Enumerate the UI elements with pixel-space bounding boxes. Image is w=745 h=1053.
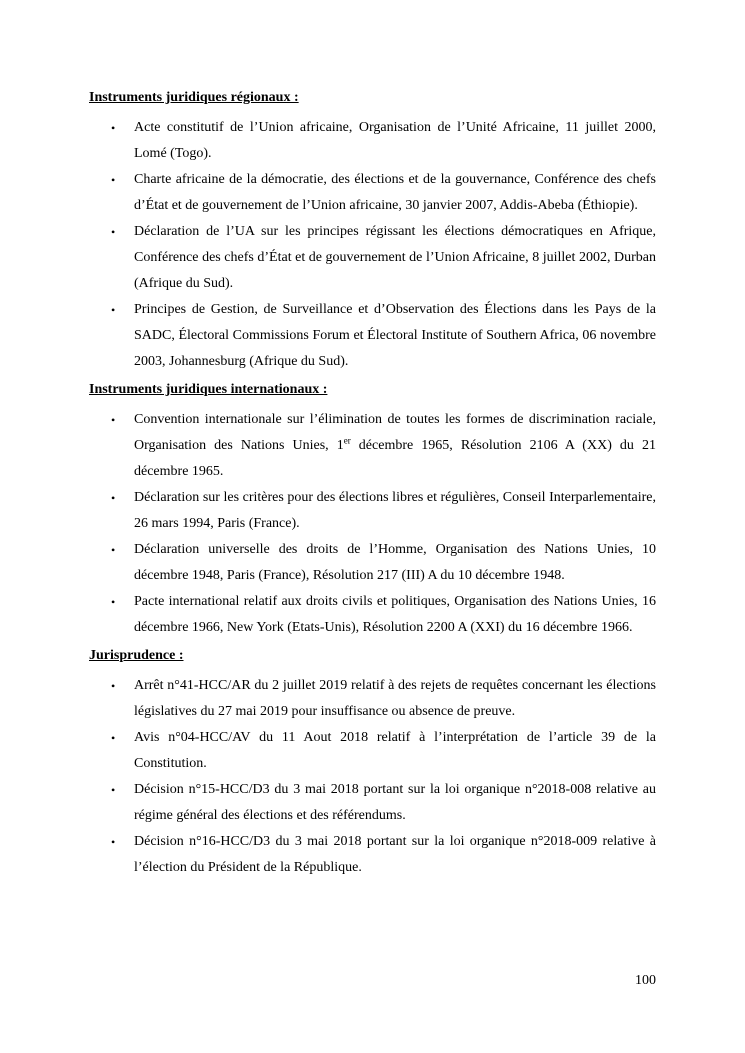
superscript: er xyxy=(343,435,351,446)
bullet-list xyxy=(89,673,656,881)
bullet-icon: • xyxy=(111,173,116,187)
list-item-text: Charte africaine de la démocratie, des élections et de la gouvernance, Conférence des chefs d’État et de gouvernement de l’Union africaine, 30 janvier 2007, Addis-Abeba (Éthiopie). xyxy=(134,172,656,213)
list-item-text-continued: décembre 1965, Résolution 2106 A (XX) du 21 décembre 1965. xyxy=(134,438,656,479)
list-item xyxy=(89,407,656,485)
list-item xyxy=(89,167,656,219)
bullet-icon: • xyxy=(111,303,116,317)
list-item-text: Déclaration de l’UA sur les principes régissant les élections démocratiques en Afrique, Conférence des chefs d’État et de gouvernement de l’Union Africaine, 8 juillet 2002, Durban (Afrique du Sud). xyxy=(134,224,656,291)
list-item-text: Déclaration sur les critères pour des élections libres et régulières, Conseil Interparlementaire, 26 mars 1994, Paris (France). xyxy=(134,490,656,531)
bullet-list xyxy=(89,407,656,641)
list-item xyxy=(89,777,656,829)
bullet-icon: • xyxy=(111,413,116,427)
list-item-text: Décision n°16-HCC/D3 du 3 mai 2018 portant sur la loi organique n°2018-009 relative à l’élection du Président de la République. xyxy=(134,834,656,875)
list-item xyxy=(89,219,656,297)
section-heading: Instruments juridiques internationaux : xyxy=(89,382,328,397)
bullet-icon: • xyxy=(111,595,116,609)
list-item-text: Acte constitutif de l’Union africaine, Organisation de l’Unité Africaine, 11 juillet 2000, Lomé (Togo). xyxy=(134,120,656,161)
document-page xyxy=(89,87,656,885)
list-item-text: Convention internationale sur l’élimination de toutes les formes de discrimination raciale, Organisation des Nations Unies, 1 xyxy=(134,412,656,453)
list-item xyxy=(89,829,656,881)
bullet-icon: • xyxy=(111,783,116,797)
bullet-icon: • xyxy=(111,731,116,745)
section-heading: Instruments juridiques régionaux : xyxy=(89,90,299,105)
list-item-text: Principes de Gestion, de Surveillance et d’Observation des Élections dans les Pays de la SADC, Électoral Commissions Forum et Électoral Institute of Southern Africa, 06 novembre 2003, Johannesburg (Afrique du Sud). xyxy=(134,302,656,369)
bullet-icon: • xyxy=(111,835,116,849)
section-regional-instruments xyxy=(89,87,656,375)
section-heading: Jurisprudence : xyxy=(89,648,184,663)
list-item-text: Déclaration universelle des droits de l’Homme, Organisation des Nations Unies, 10 décembre 1948, Paris (France), Résolution 217 (III) A du 10 décembre 1948. xyxy=(134,542,656,583)
bullet-list xyxy=(89,115,656,375)
list-item-text: Avis n°04-HCC/AV du 11 Aout 2018 relatif à l’interprétation de l’article 39 de la Constitution. xyxy=(134,730,656,771)
list-item xyxy=(89,297,656,375)
bullet-icon: • xyxy=(111,225,116,239)
list-item xyxy=(89,725,656,777)
list-item xyxy=(89,537,656,589)
bullet-icon: • xyxy=(111,543,116,557)
section-international-instruments xyxy=(89,379,656,641)
list-item xyxy=(89,673,656,725)
list-item xyxy=(89,589,656,641)
page-number: 100 xyxy=(635,973,656,988)
list-item xyxy=(89,115,656,167)
list-item-text: Arrêt n°41-HCC/AR du 2 juillet 2019 relatif à des rejets de requêtes concernant les élections législatives du 27 mai 2019 pour insuffisance ou absence de preuve. xyxy=(134,678,656,719)
section-jurisprudence xyxy=(89,645,656,881)
bullet-icon: • xyxy=(111,679,116,693)
bullet-icon: • xyxy=(111,491,116,505)
list-item-text: Pacte international relatif aux droits civils et politiques, Organisation des Nations Unies, 16 décembre 1966, New York (Etats-Unis), Résolution 2200 A (XXI) du 16 décembre 1966. xyxy=(134,594,656,635)
list-item xyxy=(89,485,656,537)
bullet-icon: • xyxy=(111,121,116,135)
list-item-text: Décision n°15-HCC/D3 du 3 mai 2018 portant sur la loi organique n°2018-008 relative au régime général des élections et des référendums. xyxy=(134,782,656,823)
